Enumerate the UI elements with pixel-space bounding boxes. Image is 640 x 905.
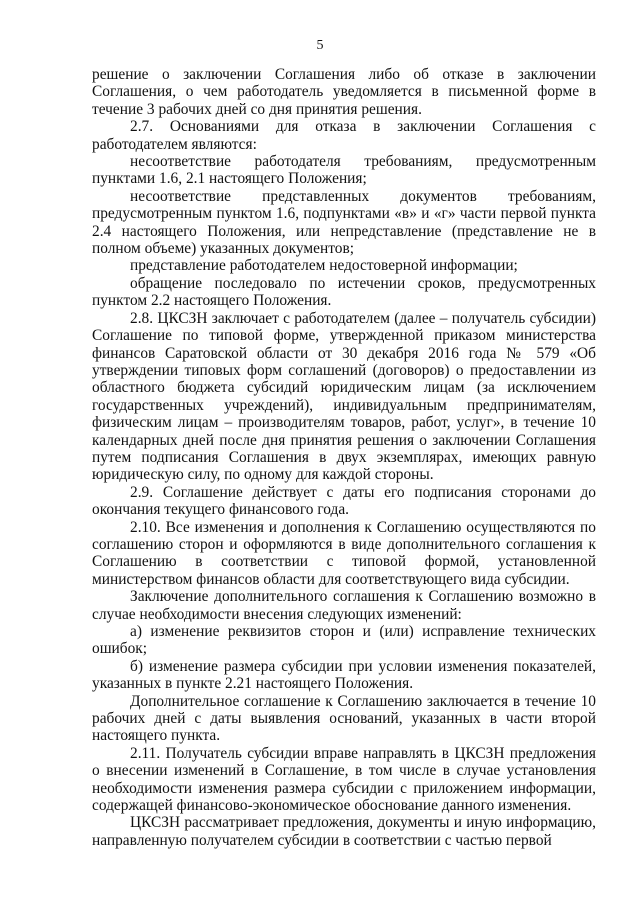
paragraph-additional-agreement: Заключение дополнительного соглашения к Соглашению возможно в случае необходимости внесения следующих изменений: bbox=[92, 588, 596, 623]
document-body bbox=[92, 66, 596, 849]
paragraph-2-9: 2.9. Соглашение действует с даты его подписания сторонами до окончания текущего финансового года. bbox=[92, 483, 596, 519]
page-number: 5 bbox=[316, 38, 324, 53]
paragraph-2-11: 2.11. Получатель субсидии вправе направлять в ЦКСЗН предложения о внесении изменений в Соглашение, в том числе в случае установления необходимости изменения размера субсидии с приложением информации, содержащей финансово-экономическое обоснование данного изменения. bbox=[92, 744, 596, 815]
paragraph-2-8: 2.8. ЦКСЗН заключает с работодателем (далее – получатель субсидии) Соглашение по типовой форме, утвержденной приказом министерства финансов Саратовской области от 30 декабря 2016 года № 579 «Об утверждении типовых форм соглашений (договоров) о предоставлении из областного бюджета субсидий юридическим лицам (за исключением государственных учреждений), индивидуальным предпринимателям, физическим лицам – производителям товаров, работ, услуг», в течение 10 календарных дней после дня принятия решения о заключении Соглашения путем подписания Соглашения в двух экземплярах, имеющих равную юридическую силу, по одному для каждой стороны. bbox=[92, 309, 596, 484]
paragraph-2-7: 2.7. Основаниями для отказа в заключении Соглашения с работодателем являются: bbox=[92, 118, 596, 153]
paragraph-continuation: решение о заключении Соглашения либо об отказе в заключении Соглашения, о чем работодатель уведомляется в письменной форме в течение 3 рабочих дней со дня принятия решения. bbox=[92, 66, 596, 118]
refusal-ground-documents: несоответствие представленных документов требованиям, предусмотренным пунктом 1.6, подпунктами «в» и «г» части первой пункта 2.4 настоящего Положения, или непредставление (представление не в полном объеме) указанных документов; bbox=[92, 187, 596, 258]
list-item-a: а) изменение реквизитов сторон и (или) исправление технических ошибок; bbox=[92, 623, 596, 658]
list-item-b: б) изменение размера субсидии при условии изменения показателей, указанных в пункте 2.21 настоящего Положения. bbox=[92, 657, 596, 693]
refusal-ground-false-info: представление работодателем недостоверной информации; bbox=[130, 257, 518, 275]
refusal-ground-deadline: обращение последовало по истечении сроков, предусмотренных пунктом 2.2 настоящего Положения. bbox=[92, 274, 596, 310]
paragraph-cksz-review: ЦКСЗН рассматривает предложения, документы и иную информацию, направленную получателем субсидии в соответствии с частью первой bbox=[92, 814, 596, 849]
refusal-ground-employer-requirements: несоответствие работодателя требованиям, предусмотренным пунктами 1.6, 2.1 настоящего Положения; bbox=[92, 153, 596, 188]
paragraph-additional-agreement-term: Дополнительное соглашение к Соглашению заключается в течение 10 рабочих дней с даты выявления оснований, указанных в части второй настоящего пункта. bbox=[92, 692, 596, 745]
paragraph-2-10: 2.10. Все изменения и дополнения к Соглашению осуществляются по соглашению сторон и оформляются в виде дополнительного соглашения к Соглашению в соответствии с типовой формой, установленной министерством финансов области для соответствующего вида субсидии. bbox=[92, 518, 596, 588]
